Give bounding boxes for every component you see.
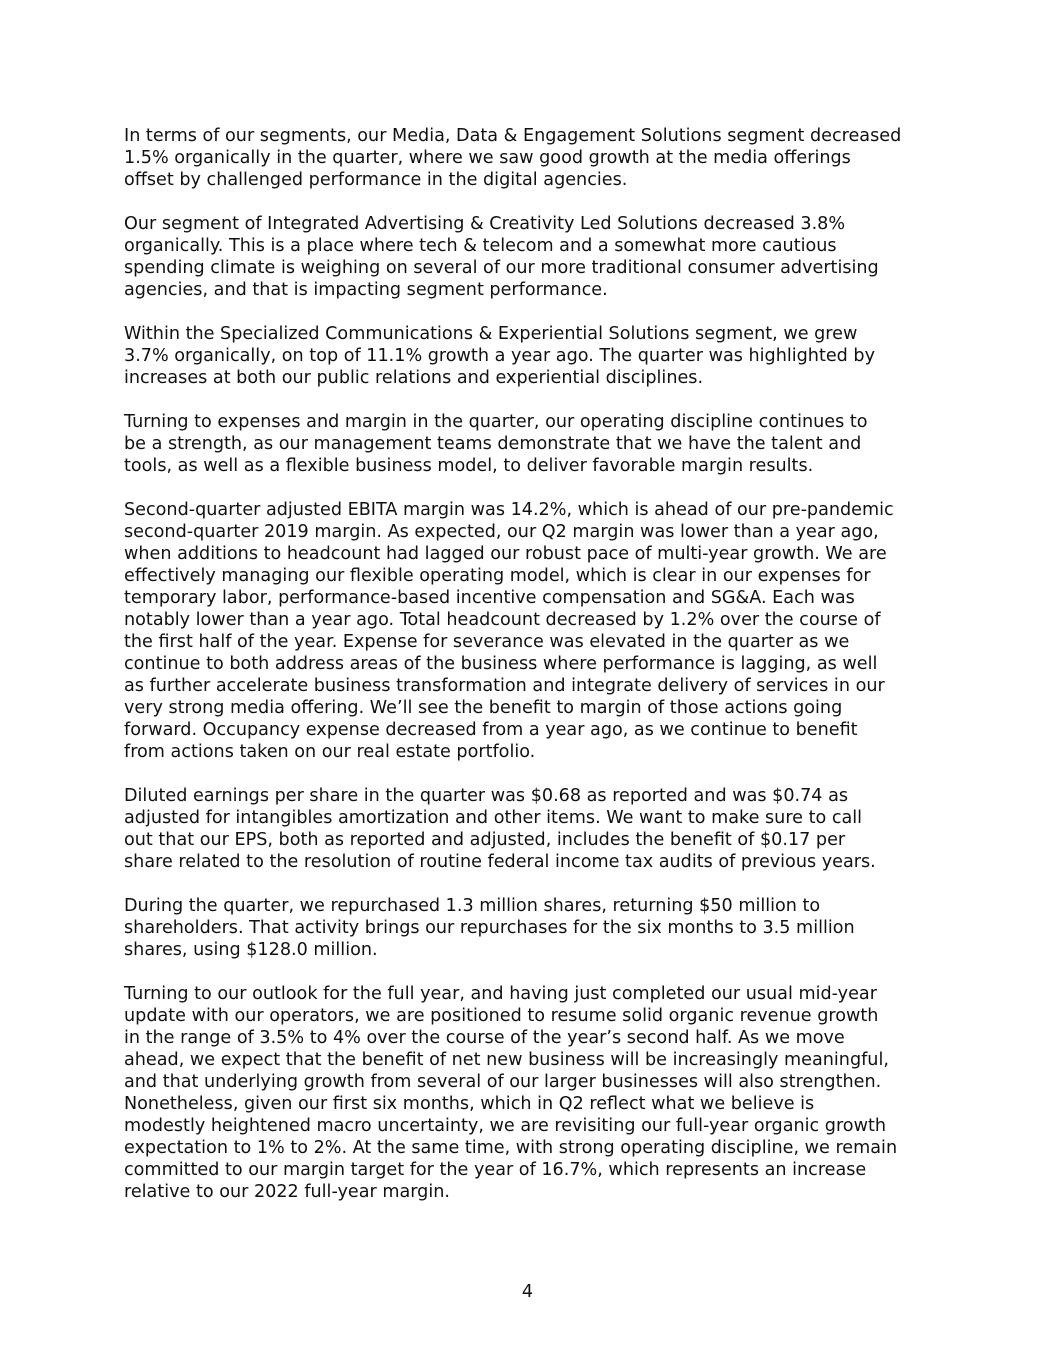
paragraph-segments-advertising: Our segment of Integrated Advertising & Creativity Led Solutions decreased 3.8% organically. This is a place where tech & telecom and a somewhat more cautious spending climate is weighing on several of our more traditional consumer advertising agencies, and that is impacting segment performance. xyxy=(124,214,879,300)
paragraph-ebita-margin: Second-quarter adjusted EBITA margin was 14.2%, which is ahead of our pre-pandemic second-quarter 2019 margin. As expected, our Q2 margin was lower than a year ago, when additions to headcount had lagged our robust pace of multi-year growth. We are effectively managing our flexible operating model, which is clear in our expenses for temporary labor, performance-based incentive compensation and SG&A. Each was notably lower than a year ago. Total headcount decreased by 1.2% over the course of the first half of the year. Expense for severance was elevated in the quarter as we continue to both address areas of the business where performance is lagging, as well as further accelerate business transformation and integrate delivery of services in our very strong media offering. We’ll see the benefit to margin of those actions going forward. Occupancy expense decreased from a year ago, as we continue to benefit from actions taken on our real estate portfolio. xyxy=(124,500,894,762)
paragraph-expenses-margin: Turning to expenses and margin in the quarter, our operating discipline continues to be a strength, as our management teams demonstrate that we have the talent and tools, as well as a flexible business model, to deliver favorable margin results. xyxy=(124,412,868,476)
paragraph-full-year-outlook: Turning to our outlook for the full year, and having just completed our usual mid-year update with our operators, we are positioned to resume solid organic revenue growth in the range of 3.5% to 4% over the course of the year’s second half. As we move ahead, we expect that the benefit of net new business will be increasingly meaningful, and that underlying growth from several of our larger businesses will also strengthen. Nonetheless, given our first six months, which in Q2 reflect what we believe is modestly heightened macro uncertainty, we are revisiting our full-year organic growth expectation to 1% to 2%. At the same time, with strong operating discipline, we remain committed to our margin target for the year of 16.7%, which represents an increase relative to our 2022 full-year margin. xyxy=(124,984,898,1202)
paragraph-share-repurchases: During the quarter, we repurchased 1.3 million shares, returning $50 million to shareholders. That activity brings our repurchases for the six months to 3.5 million shares, using $128.0 million. xyxy=(124,896,855,960)
page-number: 4 xyxy=(521,1282,534,1302)
document-body xyxy=(124,125,936,1225)
paragraph-segments-specialized: Within the Specialized Communications & Experiential Solutions segment, we grew 3.7% organically, on top of 11.1% growth a year ago. The quarter was highlighted by increases at both our public relations and experiential disciplines. xyxy=(124,324,876,388)
paragraph-segments-media: In terms of our segments, our Media, Data & Engagement Solutions segment decreased 1.5% organically in the quarter, where we saw good growth at the media offerings offset by challenged performance in the digital agencies. xyxy=(124,126,902,190)
paragraph-earnings-per-share: Diluted earnings per share in the quarter was $0.68 as reported and was $0.74 as adjusted for intangibles amortization and other items. We want to make sure to call out that our EPS, both as reported and adjusted, includes the benefit of $0.17 per share related to the resolution of routine federal income tax audits of previous years. xyxy=(124,786,876,872)
